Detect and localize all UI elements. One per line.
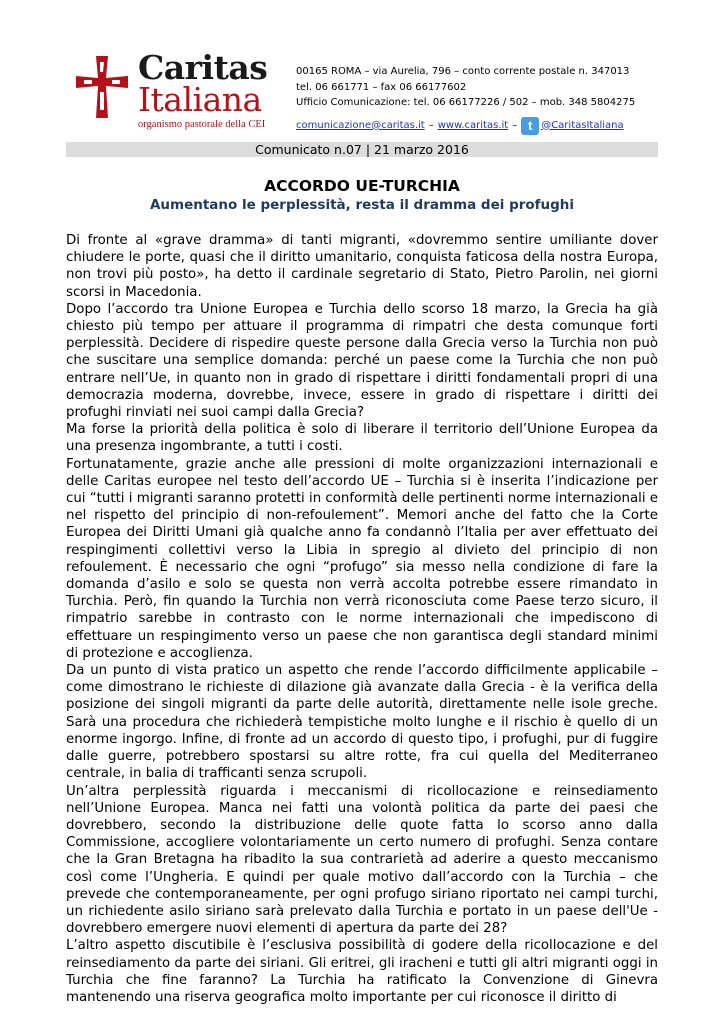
- address-line: 00165 ROMA – via Aurelia, 796 – conto corrente postale n. 347013: [296, 66, 630, 77]
- logo-name-italiana: Italiana: [138, 80, 262, 119]
- article-body: [66, 232, 658, 1005]
- website-link[interactable]: www.caritas.it: [437, 119, 509, 131]
- separator: –: [512, 119, 518, 131]
- phone-line: tel. 06 661771 – fax 06 66177602: [296, 81, 467, 93]
- paragraph: Da un punto di vista pratico un aspetto che rende l’accordo difficilmente applicabile – come dimostrano le richieste di dilazione già avanzate dalla Grecia - è la verifica della posizione dei singoli migranti da parte delle autorità, direttamente nelle isole greche. Sarà una procedura che richiederà tempistiche molto lunghe e il rischio è quello di un enorme ingorgo. Infine, di fronte ad un accordo di questo tipo, i profughi, pur di fuggire dalle guerre, potrebbero spostarsi su altre rotte, fra cui quella del Mediterraneo centrale, in balia di trafficanti senza scrupoli.: [66, 663, 658, 782]
- twitter-icon[interactable]: t: [521, 117, 539, 135]
- caritas-logo: [72, 50, 272, 130]
- paragraph: L’altro aspetto discutibile è l’esclusiva possibilità di godere della ricollocazione e del reinsediamento da parte dei siriani. Gli eritrei, gli iracheni e tutti gli altri migranti oggi in Turchia che fine faranno? La Turchia ha ratificato la Convenzione di Ginevra mantenendo una riserva geografica molto importante per cui riconosce il diritto di: [66, 938, 658, 1005]
- paragraph: Dopo l’accordo tra Unione Europea e Turchia dello scorso 18 marzo, la Grecia ha già chiesto più tempo per attuare il programma di rimpatri che desta comunque forti perplessità. Decidere di rispedire queste persone dalla Grecia verso la Turchia non può che suscitare una semplice domanda: perché un paese come la Turchia che non può entrare nell’Ue, in quanto non in grado di rispettare i diritti fondamentali propri di una democrazia moderna, dovrebbe, invece, essere in grado di rispettare i diritti dei profughi rinviati nei suoi campi dalla Grecia?: [66, 301, 658, 421]
- paragraph: Un’altra perplessità riguarda i meccanismi di ricollocazione e reinsediamento nell’Unione Europea. Manca nei fatti una volontà politica da parte dei paesi che dovrebbero, secondo la distribuzione delle quote fatta lo scorso anno dalla Commissione, accogliere volontariamente un certo numero di profughi. Senza contare che la Gran Bretagna ha ribadito la sua contrarietà ad aderire a questo meccanismo così come l’Ungheria. E quindi per quale motivo dall’accordo con la Turchia – che prevede che contemporaneamente, per ogni profugo siriano riportato nei campi turchi, un richiedente asilo siriano sarà prelevato dalla Turchia e portato in un paese dell'Ue - dovrebbero emergere nuovi elementi di apertura da parte dei 28?: [66, 783, 658, 937]
- logo-tagline: organismo pastorale della CEI: [138, 119, 266, 130]
- separator: –: [428, 119, 434, 131]
- logo-name-caritas: Caritas: [138, 48, 268, 87]
- page-subtitle: Aumentano le perplessità, resta il dramma dei profughi: [149, 197, 575, 213]
- caritas-cross-icon: [72, 54, 132, 120]
- office-line: Ufficio Comunicazione: tel. 06 66177226 / 502 – mob. 348 5804275: [296, 97, 636, 108]
- email-link[interactable]: comunicazione@caritas.it: [296, 119, 425, 131]
- paragraph: Fortunatamente, grazie anche alle pressioni di molte organizzazioni internazionali e delle Caritas europee nel testo dell’accordo UE – Turchia si è inserita l’indicazione per cui “tutti i migranti saranno protetti in conformità delle pertinenti norme internazionali e nel rispetto del principio di non-refoulement”. Memori anche del fatto che la Corte Europea dei Diritti Umani già qualche anno fa condannò l’Italia per aver effettuato dei respingimenti collettivi verso la Libia in spregio al divieto del principio di non refoulement. È necessario che ogni “profugo” sia messo nella condizione di fare la domanda d’asilo e solo se questa non verrà accolta potrebbe essere rimandato in Turchia. Però, fin quando la Turchia non verrà riconosciuta come Paese terzo sicuro, il rimpatrio sarebbe in contrasto con le norme internazionali che impediscono di effettuare un respingimento verso un paese che non garantisca degli standard minimi di protezione e accoglienza.: [66, 456, 658, 661]
- paragraph: Di fronte al «grave dramma» di tanti migranti, «dovremmo sentire umiliante dover chiudere le porte, quasi che il diritto umanitario, conquista faticosa della nostra Europa, non trovi più posto», ha detto il cardinale segretario di Stato, Pietro Parolin, nei giorni scorsi in Macedonia.: [66, 233, 658, 300]
- twitter-link[interactable]: @CaritasItaliana: [541, 119, 624, 131]
- contact-links: [296, 117, 635, 135]
- communique-bar: Comunicato n.07 | 21 marzo 2016: [66, 142, 658, 157]
- page-title: ACCORDO UE-TURCHIA: [264, 177, 460, 195]
- paragraph: Ma forse la priorità della politica è solo di liberare il territorio dell’Unione Europea da una presenza ingombrante, a tutti i costi.: [66, 422, 658, 455]
- contact-block: [296, 64, 635, 135]
